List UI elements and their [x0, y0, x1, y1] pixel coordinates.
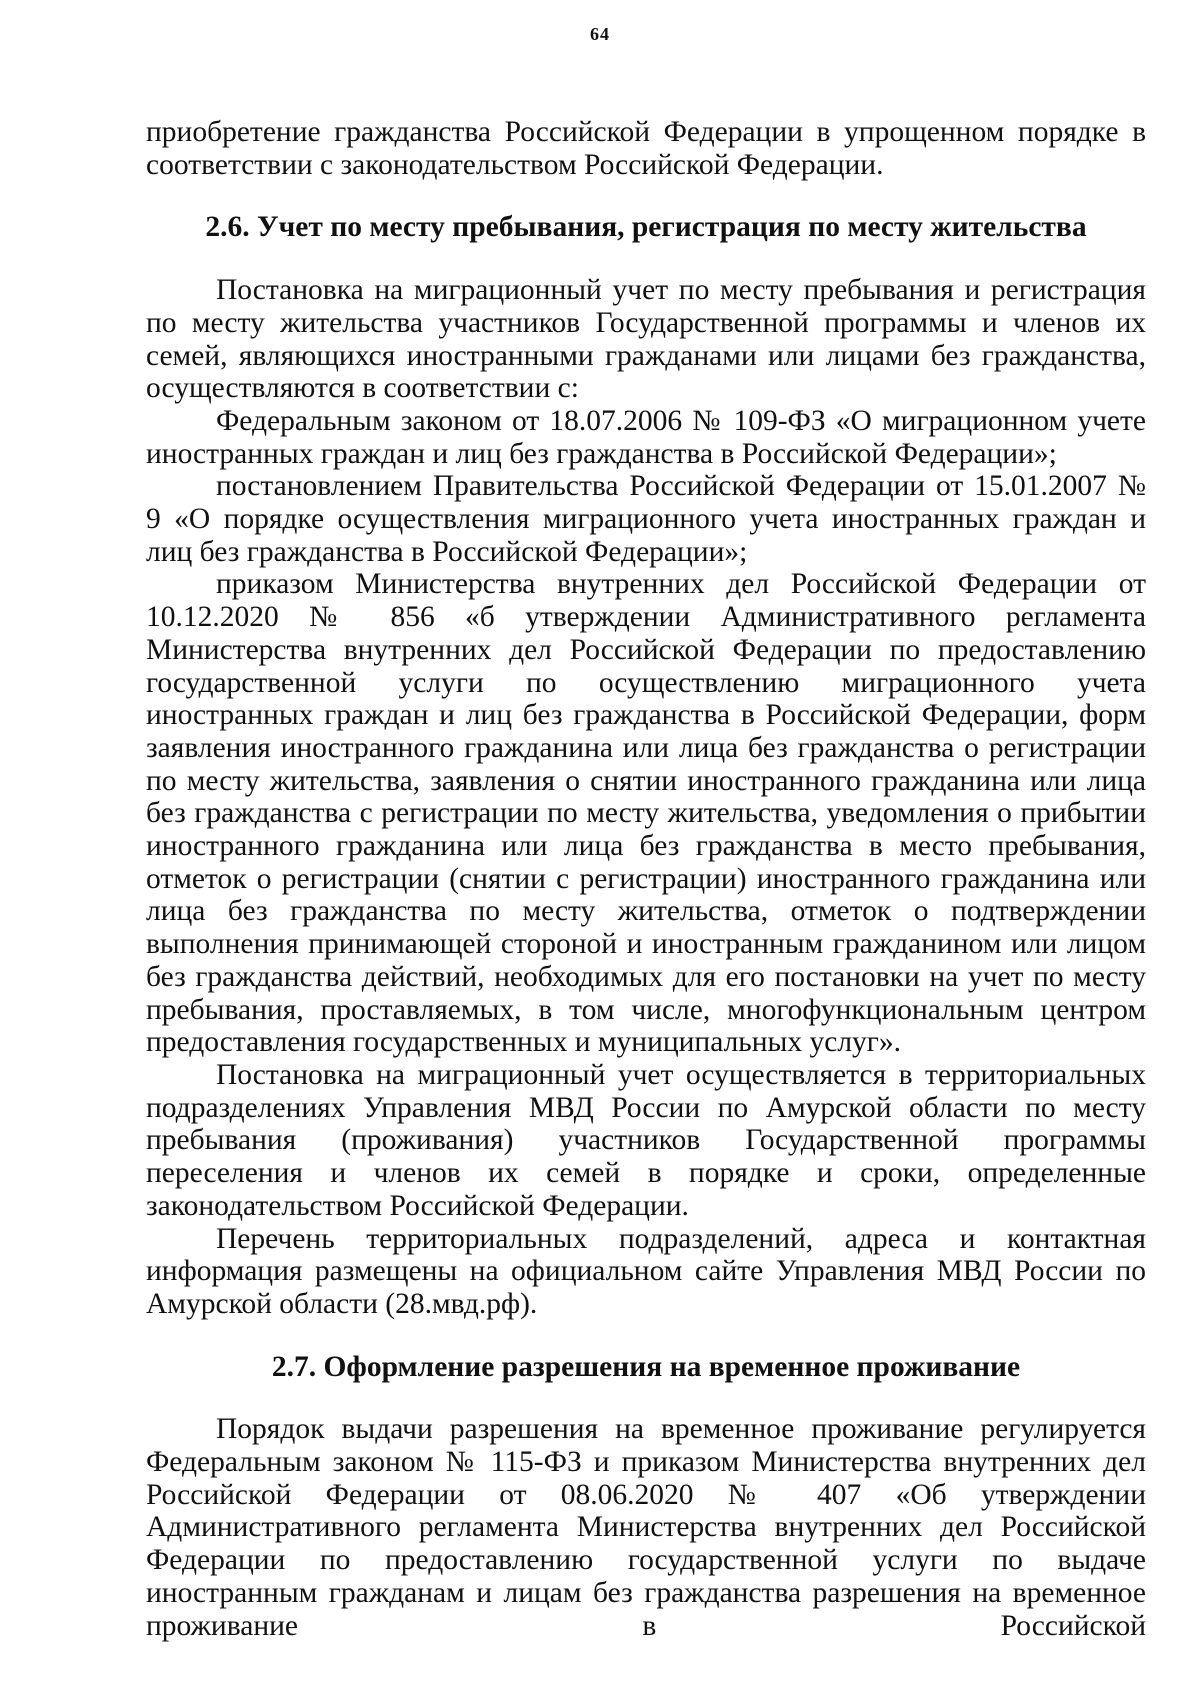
document-body: [146, 116, 1146, 1642]
section-2-7-paragraph: Порядок выдачи разрешения на временное проживание регулируется Федеральным законом № 115-ФЗ и приказом Министерства внутренних дел Российской Федерации от 08.06.2020 № 407 «Об утверждении Административного регламента Министерства внутренних дел Российской Федерации по предоставлению государственной услуги по выдаче иностранным гражданам и лицам без гражданства разрешения на временное проживание в Российской: [146, 1413, 1146, 1642]
section-2-6-heading: 2.6. Учет по месту пребывания, регистрация по месту жительства: [205, 211, 1087, 244]
section-2-6-paragraph: Постановка на миграционный учет осуществляется в территориальных подразделениях Управления МВД России по Амурской области по месту пребывания (проживания) участников Государственной программы переселения и членов их семей в порядке и сроки, определенные законодательством Российской Федерации.: [146, 1058, 1146, 1222]
section-2-6-paragraph: Федеральным законом от 18.07.2006 № 109-ФЗ «О миграционном учете иностранных граждан и лиц без гражданства в Российской Федерации»;: [146, 404, 1146, 470]
section-2-6-paragraph: постановлением Правительства Российской Федерации от 15.01.2007 № 9 «О порядке осуществления миграционного учета иностранных граждан и лиц без гражданства в Российской Федерации»;: [146, 470, 1146, 568]
section-2-6-paragraph: приказом Министерства внутренних дел Российской Федерации от 10.12.2020 № 856 «б утверждении Административного регламента Министерства внутренних дел Российской Федерации по предоставлению государственной услуги по осуществлению миграционного учета иностранных граждан и лиц без гражданства в Российской Федерации, форм заявления иностранного гражданина или лица без гражданства о регистрации по месту жительства, заявления о снятии иностранного гражданина или лица без гражданства с регистрации по месту жительства, уведомления о прибытии иностранного гражданина или лица без гражданства в место пребывания, отметок о регистрации (снятии с регистрации) иностранного гражданина или лица без гражданства по месту жительства, отметок о подтверждении выполнения принимающей стороной и иностранным гражданином или лицом без гражданства действий, необходимых для его постановки на учет по месту пребывания, проставляемых, в том числе, многофункциональным центром предоставления государственных и муниципальных услуг».: [146, 568, 1146, 1059]
intro-paragraph: приобретение гражданства Российской Федерации в упрощенном порядке в соответствии с законодательством Российской Федерации.: [146, 116, 1146, 181]
section-2-7-heading: 2.7. Оформление разрешения на временное проживание: [271, 1350, 1021, 1383]
section-2-6-paragraph: Постановка на миграционный учет по месту пребывания и регистрация по месту жительства участников Государственной программы и членов их семей, являющихся иностранными гражданами или лицами без гражданства, осуществляются в соответствии с:: [146, 274, 1146, 405]
page-number: 64: [590, 24, 610, 44]
section-2-6-paragraph: Перечень территориальных подразделений, адреса и контактная информация размещены на официальном сайте Управления МВД России по Амурской области (28.мвд.рф).: [146, 1222, 1146, 1320]
